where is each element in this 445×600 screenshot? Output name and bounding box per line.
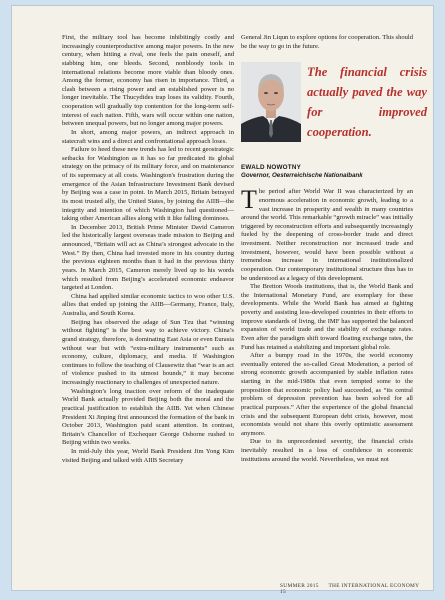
lead-paragraph-text: he period after World War II was characterized by an enormous acceleration in economic growth, leading to a vast increase in prosperity and wealth in many countries around the world. This remarkable “growth miracle” was initially triggered by reconstruction efforts and subsequently increasingly fueled by the deepening of cross-border trade and direct investment. Neither reconstruction nor increased trade and investment, however, would have been possible without a tremendous increase in international institutionalized cooperation. Our contemporary institutional structure thus has to be understood as a legacy of this development. [241, 188, 413, 282]
page-number: 15 [280, 589, 286, 595]
pull-quote: The financial crisis actually paved the way for improved cooperation. [307, 65, 427, 140]
body-paragraph: Failure to heed these new trends has led to recent geostrategic setbacks for Washington as it has so far predicated its global strategy on the primacy of its military force, and on maintenance of its supremacy at all costs. Washington's frustration during the emergence of the Asian Infrastructure Investment Bank devised by Beijing was a case in point. In March 2015, Britain betrayed its most trusted ally, the United States, by joining the AIIB—the integrity and intention of which Washington had questioned—taking other American allies along with it like falling dominoes. [62, 146, 234, 223]
author-portrait [241, 62, 301, 142]
author-name: EWALD NOWOTNY [241, 164, 301, 172]
body-paragraph: Washington’s long inaction over reform of the inadequate World Bank actually provided Beijing both the moral and the practical justification to establish the AIIB. Yet when Chinese President Xi Jinping first announced the formation of the bank in October 2013, Washington paid scant attention. In contrast, Britain’s Chancellor of Exchequer George Osborne rushed to Beijing within two weeks. [62, 387, 234, 447]
right-column [241, 34, 427, 464]
body-paragraph: After a bumpy road in the 1970s, the world economy eventually entered the so-called Great Moderation, a period of strong economic growth accompanied by stable inflation rates starting in the mid-1980s that even tempted some to the proposition that economic policy had succeeded, as “its central problem of depression prevention has been solved for all practical purposes.” After the experience of the global financial crisis and the subsequent European debt crisis, however, most economists would not share this overly optimistic assessment anymore. [241, 352, 413, 437]
author-title: Governor, Oesterreichische Nationalbank [241, 172, 363, 180]
body-paragraph: The Bretton Woods institutions, that is, the World Bank and the International Monetary Fund, are exemplary for these developments. While the World Bank has aimed at fighting poverty and assisting less-developed countries in their efforts to improve standards of living, the IMF has supported the balanced expansion of world trade and the stability of exchange rates. Even after the paradigm shift toward floating exchange rates, the Fund has retained a stabilizing and important global role. [241, 283, 413, 351]
body-paragraph: In mid-July this year, World Bank President Jim Yong Kim visited Beijing and talked with AIIB Secretary [62, 448, 234, 464]
portrait-image [241, 62, 301, 142]
page-footer [280, 583, 433, 595]
body-paragraph: Due to its unprecedented severity, the financial crisis inevitably resulted in a loss of confidence in economic institutions around the world. Nevertheless, we must not [241, 438, 413, 463]
left-column [62, 34, 234, 465]
body-paragraph: In short, among major powers, an indirect approach in statecraft wins and a direct and confrontational approach loses. [62, 128, 234, 145]
footer-season: SUMMER 2015 [280, 583, 319, 589]
drop-cap: T [241, 185, 257, 215]
magazine-page [12, 6, 433, 595]
author-block [241, 62, 427, 160]
lead-paragraph [241, 185, 413, 283]
body-paragraph: First, the military tool has become inhibitingly costly and increasingly counterproductive among major powers. In the new century, when hitting a rival, one feels the pain oneself, and stabbing him, one bleeds. Second, nonbloody tools in international relations become more viable than bloody ones. Among the former, economy has risen in importance. Third, a clash between a rising power and an established power is no longer inevitable. The Thucydides trap loses its validity. Fourth, cooperation will gradually top contention for the long-term self-interest of each nation. Fifth, wars will occur within one nation, between unequal powers, but no longer among major powers. [62, 34, 234, 128]
body-paragraph: In December 2013, British Prime Minister David Cameron led the historically largest overseas trade mission to Beijing and announced, “Britain will act as China’s strongest advocate in the West.” By then, China had invested more in his country during the previous eighteen months than it had in the previous thirty years. In March 2015, Cameron merely lived up to his words which resulted from Beijing’s accelerated economic endeavor targeted at London. [62, 223, 234, 292]
body-paragraph: China had applied similar economic tactics to woo other U.S. allies that ended up joining the AIIB—Germany, France, Italy, Australia, and South Korea. [62, 292, 234, 317]
footer-publication: THE INTERNATIONAL ECONOMY [328, 583, 420, 589]
body-paragraph: Beijing has observed the adage of Sun Tzu that “winning without fighting” is the best way to achieve victory. China’s grand strategy, therefore, is dominating East Asia or even Eurasia without war but with “extra-military instruments” such as economy, culture, diplomacy, and media. If Washington continues to follow the teaching of Clausewitz that “war is an act of violence pushed to its utmost bounds,” it may become increasingly reactionary to challenges of unexpected nature. [62, 318, 234, 386]
body-paragraph: General Jin Liqun to explore options for cooperation. This should be the way to go in the future. [241, 34, 413, 50]
